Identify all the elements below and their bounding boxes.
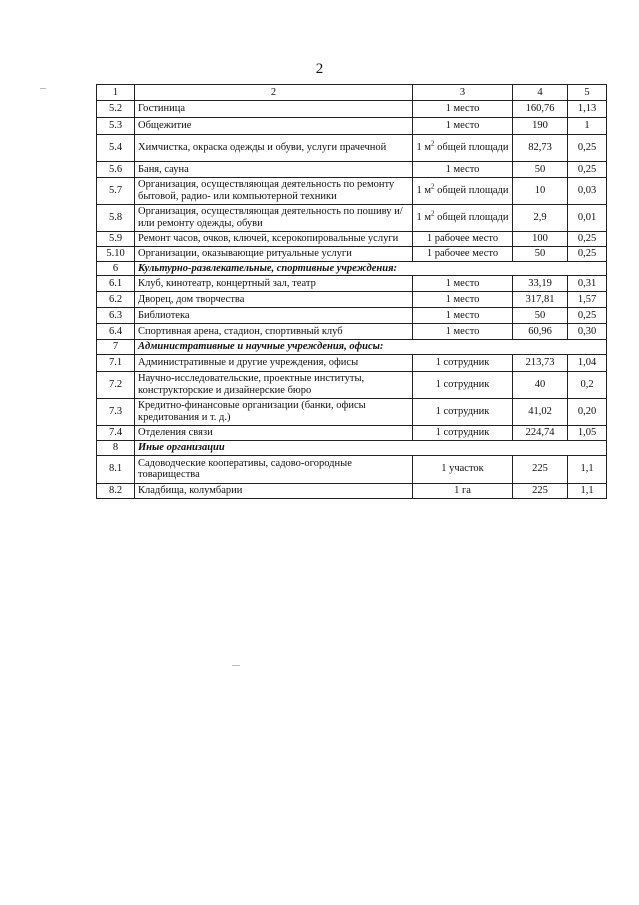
norm-value: 225 — [513, 483, 568, 498]
object-name: Спортивная арена, стадион, спортивный клуб — [135, 324, 413, 340]
unit-cell: 1 место — [413, 101, 513, 118]
unit-cell: 1 сотрудник — [413, 355, 513, 372]
table-row — [97, 455, 607, 483]
object-name: Научно-исследовательские, проектные институты, конструкторские и дизайнерские бюро — [135, 372, 413, 399]
coefficient: 0,2 — [568, 372, 607, 399]
unit-cell: 1 место — [413, 276, 513, 292]
norm-value: 10 — [513, 178, 568, 205]
scan-mark — [40, 88, 46, 89]
row-number: 5.8 — [97, 205, 135, 232]
section-number: 7 — [97, 340, 135, 355]
table-header-row — [97, 85, 607, 101]
norm-value: 2,9 — [513, 205, 568, 232]
coefficient: 0,25 — [568, 135, 607, 162]
coefficient: 0,25 — [568, 246, 607, 261]
column-header-4: 4 — [513, 85, 568, 101]
norm-value: 190 — [513, 118, 568, 135]
row-number: 8.2 — [97, 483, 135, 498]
object-name: Организации, оказывающие ритуальные услуги — [135, 246, 413, 261]
row-number: 5.4 — [97, 135, 135, 162]
object-name: Гостиница — [135, 101, 413, 118]
row-number: 5.9 — [97, 232, 135, 247]
object-name: Организация, осуществляющая деятельность по ремонту бытовой, радио- или компьютерной техники — [135, 178, 413, 205]
norm-value: 224,74 — [513, 426, 568, 441]
table-row — [97, 426, 607, 441]
coefficient: 1,1 — [568, 483, 607, 498]
norm-value: 82,73 — [513, 135, 568, 162]
unit-cell: 1 место — [413, 118, 513, 135]
unit-text: 1 м — [416, 212, 431, 224]
coefficient: 0,25 — [568, 308, 607, 324]
object-name: Организация, осуществляющая деятельность по пошиву и/или ремонту одежды, обуви — [135, 205, 413, 232]
coefficient: 0,25 — [568, 232, 607, 247]
page-number: 2 — [315, 61, 324, 77]
unit-cell: 1 сотрудник — [413, 372, 513, 399]
unit-cell: 1 место — [413, 292, 513, 308]
column-header-2: 2 — [135, 85, 413, 101]
coefficient: 1,05 — [568, 426, 607, 441]
table-row — [97, 308, 607, 324]
row-number: 6.1 — [97, 276, 135, 292]
object-name: Клуб, кинотеатр, концертный зал, театр — [135, 276, 413, 292]
unit-superscript: 2 — [431, 209, 435, 218]
unit-text: 1 м — [416, 185, 431, 197]
norm-value: 40 — [513, 372, 568, 399]
norm-value: 213,73 — [513, 355, 568, 372]
row-number: 5.6 — [97, 162, 135, 178]
row-number: 5.3 — [97, 118, 135, 135]
coefficient: 1,13 — [568, 101, 607, 118]
section-title: Культурно-развлекательные, спортивные учреждения: — [135, 261, 607, 276]
unit-cell: 1 рабочее место — [413, 232, 513, 247]
norm-value: 100 — [513, 232, 568, 247]
coefficient: 1,1 — [568, 455, 607, 483]
column-header-1: 1 — [97, 85, 135, 101]
object-name: Кредитно-финансовые организации (банки, офисы кредитования и т. д.) — [135, 399, 413, 426]
unit-cell: 1 место — [413, 324, 513, 340]
table-row — [97, 483, 607, 498]
row-number: 7.2 — [97, 372, 135, 399]
coefficient: 0,30 — [568, 324, 607, 340]
coefficient: 1,04 — [568, 355, 607, 372]
object-name: Библиотека — [135, 308, 413, 324]
unit-cell — [413, 205, 513, 232]
table-row — [97, 162, 607, 178]
unit-superscript: 2 — [431, 139, 435, 148]
object-name: Садоводческие кооперативы, садово-огородные товарищества — [135, 455, 413, 483]
scan-mark — [232, 665, 240, 666]
object-name: Административные и другие учреждения, офисы — [135, 355, 413, 372]
coefficient: 0,20 — [568, 399, 607, 426]
norm-value: 50 — [513, 308, 568, 324]
table-row — [97, 205, 607, 232]
object-name: Химчистка, окраска одежды и обуви, услуги прачечной — [135, 135, 413, 162]
table-row — [97, 232, 607, 247]
coefficient: 0,31 — [568, 276, 607, 292]
row-number: 6.3 — [97, 308, 135, 324]
row-number: 5.7 — [97, 178, 135, 205]
coefficient: 0,25 — [568, 162, 607, 178]
row-number: 7.4 — [97, 426, 135, 441]
object-name: Баня, сауна — [135, 162, 413, 178]
unit-text-suffix: общей площади — [434, 212, 509, 224]
table-row — [97, 355, 607, 372]
norm-value: 317,81 — [513, 292, 568, 308]
row-number: 6.4 — [97, 324, 135, 340]
unit-cell: 1 рабочее место — [413, 246, 513, 261]
norm-value: 41,02 — [513, 399, 568, 426]
row-number: 6.2 — [97, 292, 135, 308]
coefficient: 1 — [568, 118, 607, 135]
unit-cell — [413, 178, 513, 205]
unit-superscript: 2 — [431, 182, 435, 191]
norm-value: 50 — [513, 162, 568, 178]
section-number: 6 — [97, 261, 135, 276]
norm-value: 50 — [513, 246, 568, 261]
unit-cell: 1 участок — [413, 455, 513, 483]
unit-cell: 1 га — [413, 483, 513, 498]
unit-cell: 1 сотрудник — [413, 426, 513, 441]
section-row — [97, 340, 607, 355]
object-name: Дворец, дом творчества — [135, 292, 413, 308]
object-name: Кладбища, колумбарии — [135, 483, 413, 498]
row-number: 7.3 — [97, 399, 135, 426]
norm-value: 60,96 — [513, 324, 568, 340]
unit-text: 1 м — [416, 142, 431, 154]
table-row — [97, 292, 607, 308]
object-name: Ремонт часов, очков, ключей, ксерокопировальные услуги — [135, 232, 413, 247]
table-row — [97, 276, 607, 292]
unit-cell: 1 место — [413, 308, 513, 324]
table-row — [97, 101, 607, 118]
row-number: 5.2 — [97, 101, 135, 118]
object-name: Общежитие — [135, 118, 413, 135]
coefficient: 1,57 — [568, 292, 607, 308]
unit-text-suffix: общей площади — [434, 185, 509, 197]
row-number: 5.10 — [97, 246, 135, 261]
table-row — [97, 178, 607, 205]
section-row — [97, 261, 607, 276]
coefficient: 0,03 — [568, 178, 607, 205]
unit-cell: 1 сотрудник — [413, 399, 513, 426]
section-title: Иные организации — [135, 441, 607, 456]
norm-value: 33,19 — [513, 276, 568, 292]
column-header-3: 3 — [413, 85, 513, 101]
norms-table — [96, 84, 607, 499]
section-number: 8 — [97, 441, 135, 456]
unit-text-suffix: общей площади — [434, 142, 509, 154]
object-name: Отделения связи — [135, 426, 413, 441]
norm-value: 160,76 — [513, 101, 568, 118]
table-row — [97, 246, 607, 261]
row-number: 8.1 — [97, 455, 135, 483]
table-row — [97, 135, 607, 162]
row-number: 7.1 — [97, 355, 135, 372]
section-title: Административные и научные учреждения, офисы: — [135, 340, 607, 355]
unit-cell: 1 место — [413, 162, 513, 178]
unit-cell — [413, 135, 513, 162]
coefficient: 0,01 — [568, 205, 607, 232]
column-header-5: 5 — [568, 85, 607, 101]
section-row — [97, 441, 607, 456]
norm-value: 225 — [513, 455, 568, 483]
table-row — [97, 372, 607, 399]
table-row — [97, 399, 607, 426]
table-row — [97, 324, 607, 340]
table-row — [97, 118, 607, 135]
